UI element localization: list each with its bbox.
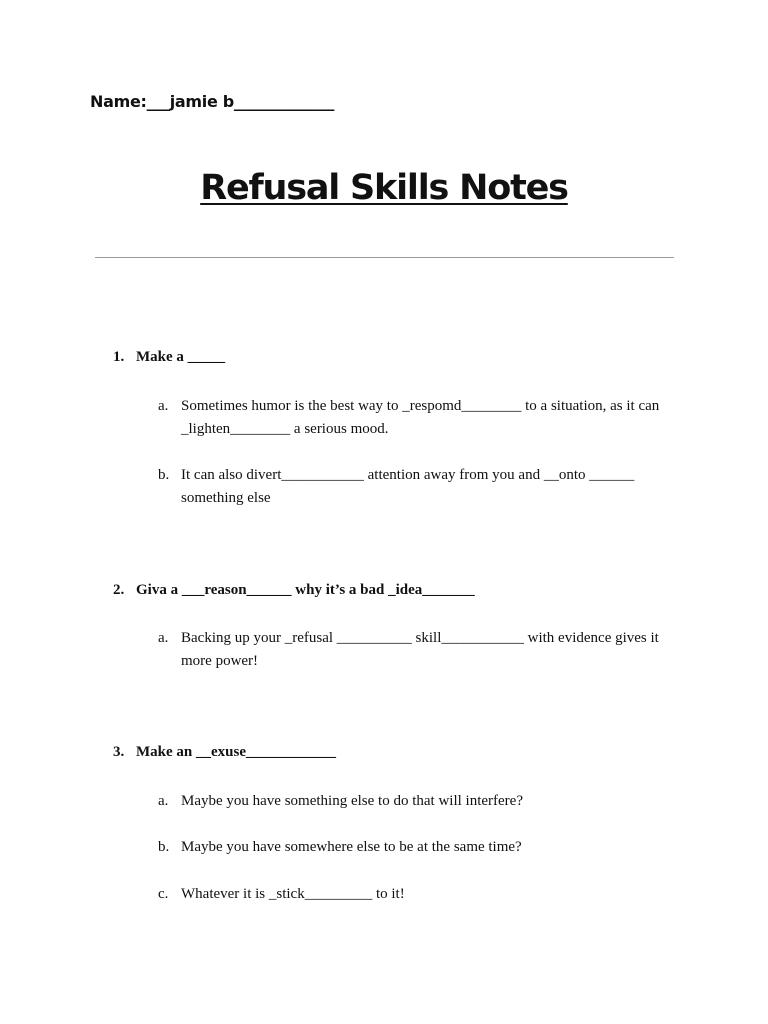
list-item-text: Maybe you have something else to do that will interfere?: [181, 793, 523, 809]
list-item-text: It can also divert___________ attention away from you and __onto ______ something else: [181, 467, 635, 506]
section-heading: [113, 582, 475, 599]
divider: [95, 257, 674, 258]
section-heading: [113, 349, 225, 366]
list-item: [158, 627, 678, 673]
list-item: [158, 836, 678, 859]
list-item: [158, 395, 678, 441]
list-item-letter: a.: [158, 793, 169, 809]
section-heading-text: Make an __exuse____________: [136, 744, 336, 760]
section-heading-text: Make a _____: [136, 349, 226, 365]
list-item-letter: a.: [158, 630, 169, 646]
list-item: [158, 464, 678, 510]
section-number: 3.: [113, 744, 125, 760]
section-number: 2.: [113, 582, 125, 598]
list-item: [158, 790, 678, 813]
list-item-text: Whatever it is _stick_________ to it!: [181, 886, 405, 902]
section-heading: [113, 744, 336, 761]
list-item-letter: b.: [158, 839, 170, 855]
name-line: Name:___jamie b_____________: [90, 92, 335, 111]
section-number: 1.: [113, 349, 125, 365]
list-item-letter: b.: [158, 467, 170, 483]
page-title: Refusal Skills Notes: [200, 168, 568, 208]
list-item-text: Maybe you have somewhere else to be at the same time?: [181, 839, 522, 855]
list-item: [158, 883, 678, 906]
section-heading-text: Giva a ___reason______ why it’s a bad _idea_______: [136, 582, 475, 598]
list-item-text: Sometimes humor is the best way to _respomd________ to a situation, as it can _lighten________ a serious mood.: [181, 398, 660, 437]
list-item-letter: a.: [158, 398, 169, 414]
list-item-text: Backing up your _refusal __________ skill___________ with evidence gives it more power!: [181, 630, 659, 669]
list-item-letter: c.: [158, 886, 169, 902]
